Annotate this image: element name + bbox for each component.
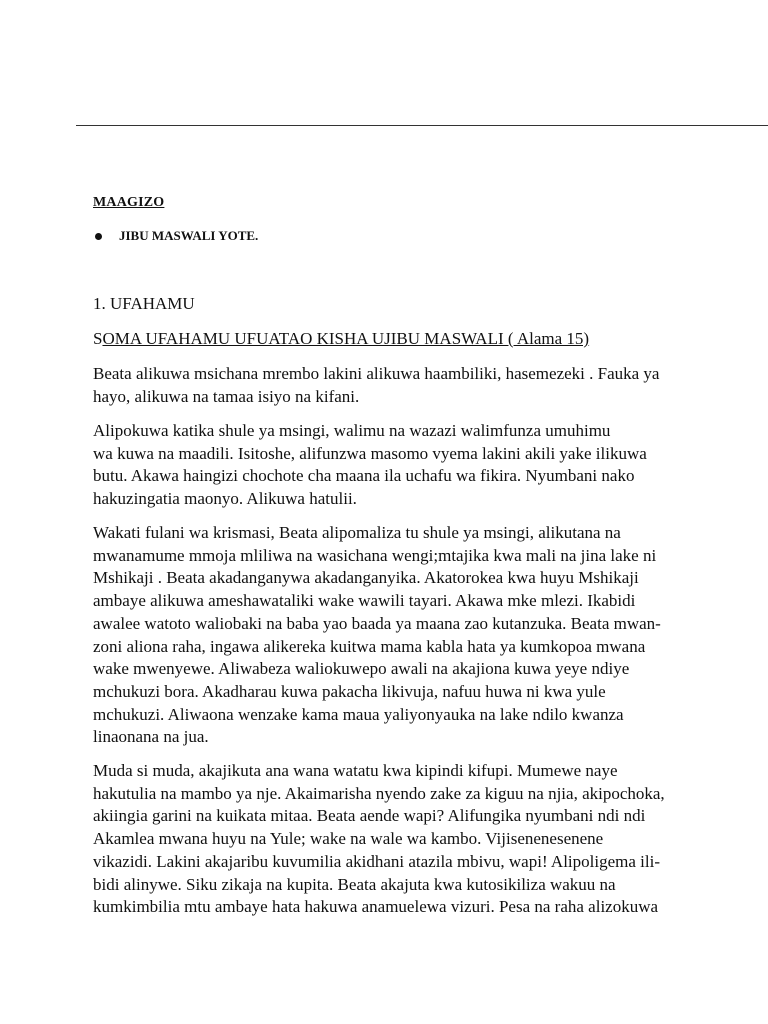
passage-title-first-letter: S bbox=[93, 329, 103, 348]
instruction-bullet-item bbox=[93, 228, 258, 244]
passage-title bbox=[93, 329, 589, 349]
passage-title-rest: OMA UFAHAMU UFUATAO KISHA UJIBU MASWALI ( Alama 15) bbox=[102, 329, 590, 348]
paragraph-3: Wakati fulani wa krismasi, Beata alipomaliza tu shule ya msingi, alikutana na mwanamume mmoja mliliwa na wasichana wengi;mtajika kwa mali na jina lake ni Mshikaji . Beata akadanganywa akadanganyika. Akatorokea kwa huyu Mshikaji ambaye alikuwa ameshawataliki wake wawili tayari. Akawa mke mlezi. Ikabidi awalee watoto waliobaki na baba yao baada ya maana zao kutanzuka. Beata mwan- zoni aliona raha, ingawa alikereka kuitwa mama kabla hata ya kumkopoa mwana wake mwenyewe. Aliwabeza waliokuwepo awali na akajiona kuwa yeye ndiye mchukuzi bora. Akadharau kuwa pakacha likivuja, nafuu huwa ni kwa yule mchukuzi. Aliwaona wenzake kama maua yaliyonyauka na lake ndilo kwanza linaonana na jua. bbox=[93, 523, 661, 747]
instruction-bullet-text: JIBU MASWALI YOTE. bbox=[119, 228, 259, 243]
paragraph-1: Beata alikuwa msichana mrembo lakini alikuwa haambiliki, hasemezeki . Fauka ya hayo, alikuwa na tamaa isiyo na kifani. bbox=[93, 364, 660, 406]
bullet-icon bbox=[95, 233, 102, 240]
paragraph-2: Alipokuwa katika shule ya msingi, walimu na wazazi walimfunza umuhimu wa kuwa na maadili. Isitoshe, alifunzwa masomo vyema lakini akili yake ilikuwa butu. Akawa haingizi chochote cha maana ila uchafu wa fikira. Nyumbani nako hakuzingatia maonyo. Alikuwa hatulii. bbox=[93, 421, 647, 509]
paragraph-4: Muda si muda, akajikuta ana wana watatu kwa kipindi kifupi. Mumewe naye hakutulia na mambo ya nje. Akaimarisha nyendo zake za kiguu na njia, akipochoka, akiingia garini na kuikata mitaa. Beata aende wapi? Alifungika nyumbani ndi ndi Akamlea mwana huyu na Yule; wake na wale wa kambo. Vijisenenesenene vikazidi. Lakini akajaribu kuvumilia akidhani atazila mbivu, wapi! Alipoligema ili- bidi alinywe. Siku zikaja na kupita. Beata akajuta kwa kutosikiliza wakuu na kumkimbilia mtu ambaye hata hakuwa anamuelewa vizuri. Pesa na raha alizokuwa bbox=[93, 761, 665, 917]
instructions-heading: MAAGIZO bbox=[93, 195, 165, 210]
section-title: 1. UFAHAMU bbox=[93, 294, 195, 313]
header-rule bbox=[76, 125, 768, 126]
